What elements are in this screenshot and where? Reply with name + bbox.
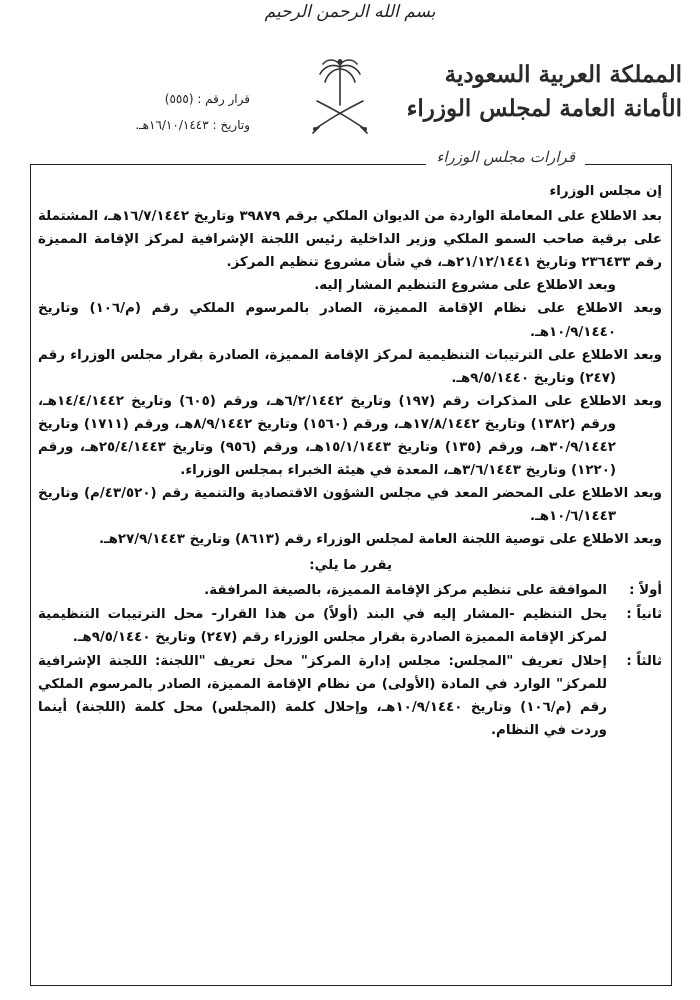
decision-number: قرار رقم : (٥٥٥) (164, 92, 250, 106)
item-number: ثالثاً : (626, 653, 662, 669)
kingdom-letterhead (406, 58, 682, 126)
decision-meta (40, 86, 250, 138)
opening-line: إن مجلس الوزراء (549, 184, 662, 199)
decision-item (38, 603, 662, 649)
saudi-emblem-palm-swords-icon (305, 55, 375, 137)
item-number: ثانياً : (626, 606, 662, 622)
recital-paragraph: وبعد الاطلاع على المحضر المعد في مجلس الشؤون الاقتصادية والتنمية رقم (٤٣/٥٢٠/م) وتاريخ ١٠/٦/١٤٤٣هـ. (38, 486, 662, 525)
decision-body (38, 180, 662, 742)
recital-paragraph: وبعد الاطلاع على توصية اللجنة العامة لمجلس الوزراء رقم (٨٦١٣) وتاريخ ٢٧/٩/١٤٤٣هـ. (98, 532, 662, 548)
kingdom-name: المملكة العربية السعودية (444, 61, 682, 88)
recital-paragraph: وبعد الاطلاع على المذكرات رقم (١٩٧) وتاريخ ٦/٢/١٤٤٢هـ، ورقم (٦٠٥) وتاريخ ١٤/٤/١٤٤٢هـ، ورقم (١٣٨٢) وتاريخ ١٧/٨/١٤٤٢هـ، ورقم (١٥٦٠) وتاريخ ٨/٩/١٤٤٢هـ، ورقم (١٧١١) وتاريخ ٣٠/٩/١٤٤٢هـ، ورقم (١٣٥) وتاريخ ١٥/١/١٤٤٣هـ، ورقم (٩٥٦) وتاريخ ٢٥/٤/١٤٤٣هـ، ورقم (١٢٢٠) وتاريخ ٣/٦/١٤٤٣هـ، المعدة في هيئة الخبراء بمجلس الوزراء. (38, 393, 662, 479)
frame-label: قرارات مجلس الوزراء (426, 148, 585, 166)
basmala: بسم الله الرحمن الرحيم (264, 2, 436, 22)
recital-paragraph: وبعد الاطلاع على الترتيبات التنظيمية لمركز الإقامة المميزة، الصادرة بقرار مجلس الوزراء رقم (٢٤٧) وتاريخ ٩/٥/١٤٤٠هـ. (38, 347, 662, 386)
recital-paragraph: وبعد الاطلاع على نظام الإقامة المميزة، الصادر بالمرسوم الملكي رقم (م/١٠٦) وتاريخ ١٠/٩/١٤٤٠هـ. (38, 301, 662, 340)
decision-item (38, 650, 662, 742)
item-text: الموافقة على تنظيم مركز الإقامة المميزة، بالصيغة المرافقة. (204, 582, 607, 598)
item-text: إحلال تعريف "المجلس: مجلس إدارة المركز" محل تعريف "اللجنة: اللجنة الإشرافية للمركز" الوارد في المادة (الأولى) من نظام الإقامة المميزة، الصادر بالمرسوم الملكي رقم (م/١٠٦) وتاريخ ١٠/٩/١٤٤٠هـ، وإحلال كلمة (المجلس) محل كلمة (اللجنة) أينما وردت في النظام. (38, 653, 608, 739)
item-text: يحل التنظيم -المشار إليه في البند (أولاً) من هذا القرار- محل الترتيبات التنظيمية لمركز الإقامة المميزة الصادرة بقرار مجلس الوزراء رقم (٢٤٧) وتاريخ ٩/٥/١٤٤٠هـ. (38, 606, 607, 645)
recital-paragraph: وبعد الاطلاع على مشروع التنظيم المشار إليه. (314, 278, 616, 294)
decides-heading: يقرر ما يلي: (309, 557, 392, 573)
decision-item (38, 579, 662, 602)
recital-paragraph: بعد الاطلاع على المعاملة الواردة من الديوان الملكي برقم ٣٩٨٧٩ وتاريخ ١٦/٧/١٤٤٢هـ، المشتملة على برقية صاحب السمو الملكي وزير الداخلية رئيس اللجنة الإشرافية لمركز الإقامة المميزة رقم ٢٣٦٤٣٣ وتاريخ ٢١/١٢/١٤٤١هـ، في شأن مشروع تنظيم المركز. (38, 209, 663, 271)
item-number: أولاً : (629, 582, 662, 598)
cabinet-secretariat-name: الأمانة العامة لمجلس الوزراء (406, 95, 682, 122)
decision-date: وتاريخ : ١٦/١٠/١٤٤٣هـ. (135, 118, 250, 132)
